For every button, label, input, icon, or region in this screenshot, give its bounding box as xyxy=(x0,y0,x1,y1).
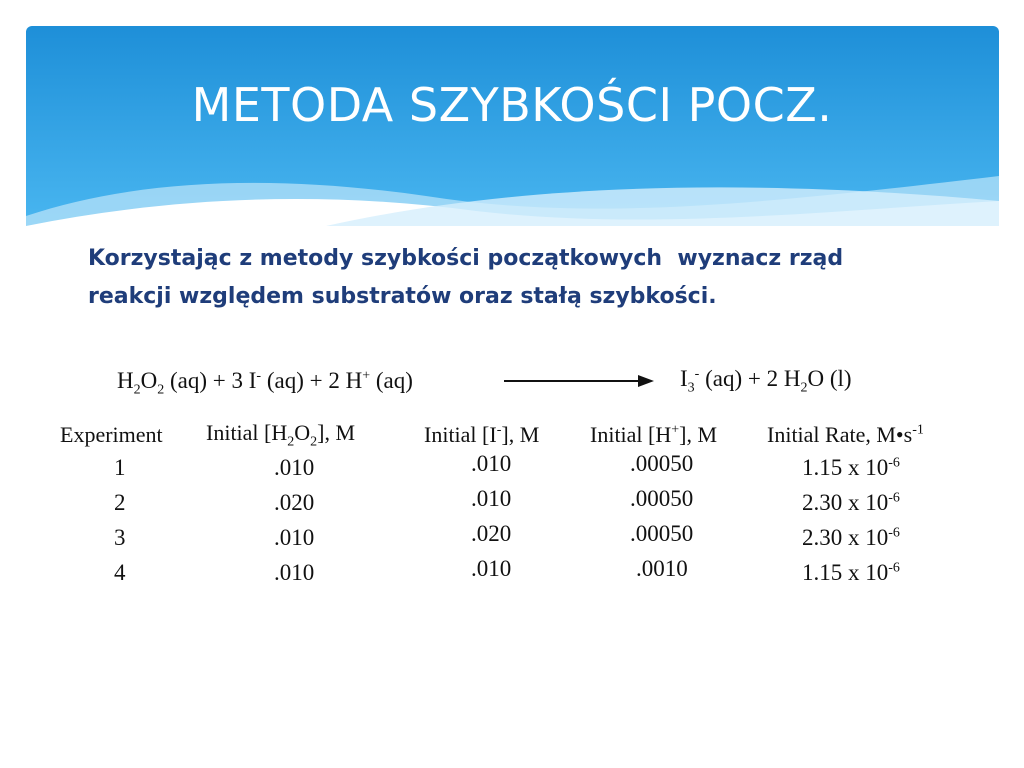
cell-iodide: .010 xyxy=(471,556,512,581)
reaction-products: $I_3^-$ (aq) + 2 $H_2O$ (l) xyxy=(680,366,852,396)
instruction-line-2: reakcji względem substratów oraz stałą szybkości. xyxy=(88,284,717,309)
cell-hplus: .0010 xyxy=(636,556,688,581)
header-hplus: Initial [H+], M xyxy=(590,422,718,447)
cell-rate: 2.30 x $10^{-6}$ xyxy=(802,525,900,550)
cell-hplus: .00050 xyxy=(630,521,694,546)
header-experiment: Experiment xyxy=(60,422,163,447)
reaction-arrow-icon xyxy=(504,371,654,391)
cell-hplus: .00050 xyxy=(630,486,694,511)
cell-rate: 2.30 x $10^{-6}$ xyxy=(802,490,900,515)
cell-exp: 2 xyxy=(114,490,126,515)
cell-exp: 3 xyxy=(114,525,126,550)
reaction-reactants: $H_2O_2$ (aq) + 3 I- (aq) + 2 H+ (aq) xyxy=(117,368,413,398)
cell-rate: 1.15 x $10^{-6}$ xyxy=(802,560,900,585)
header-iodide: Initial [I-], M xyxy=(424,422,540,447)
cell-iodide: .010 xyxy=(471,451,512,476)
task-instruction xyxy=(88,240,988,316)
header-rate: Initial Rate, $M•s^{-1}$ xyxy=(767,422,924,447)
cell-iodide: .020 xyxy=(471,521,512,546)
cell-h2o2: .010 xyxy=(274,455,315,480)
cell-hplus: .00050 xyxy=(630,451,694,476)
cell-iodide: .010 xyxy=(471,486,512,511)
cell-h2o2: .020 xyxy=(274,490,315,515)
cell-exp: 1 xyxy=(114,455,126,480)
cell-h2o2: .010 xyxy=(274,560,315,585)
page-title: METODA SZYBKOŚCI POCZ. xyxy=(191,78,833,132)
cell-exp: 4 xyxy=(114,560,126,585)
header-h2o2: Initial $[H_2O_2]$, M xyxy=(206,420,356,450)
instruction-line-1: Korzystając z metody szybkości początkowych wyznacz rząd xyxy=(88,246,844,271)
cell-h2o2: .010 xyxy=(274,525,315,550)
cell-rate: 1.15 x $10^{-6}$ xyxy=(802,455,900,480)
